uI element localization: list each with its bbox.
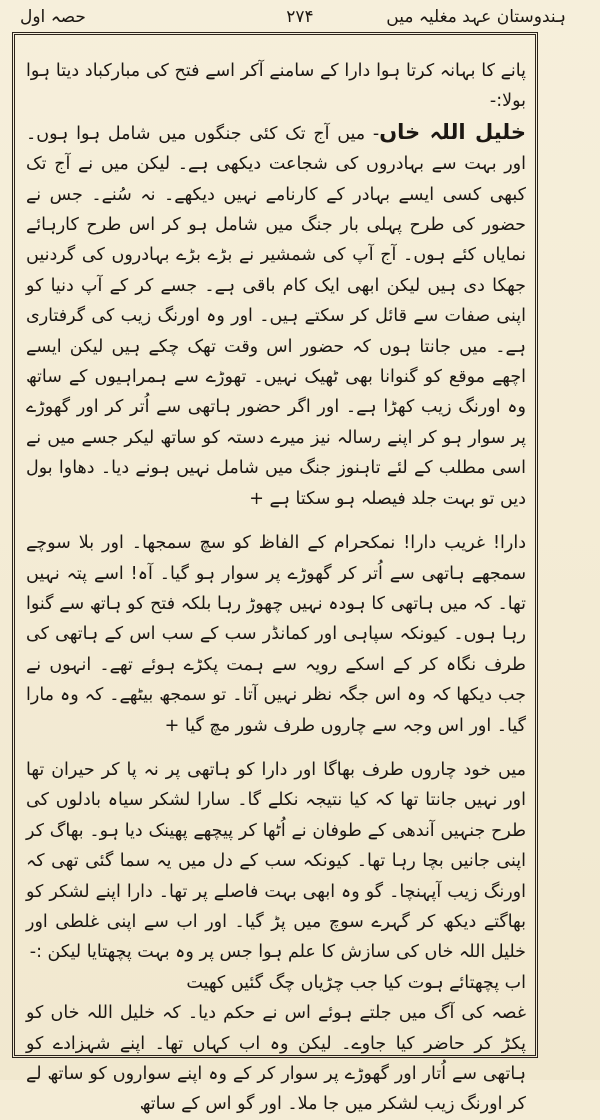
running-head bbox=[14, 4, 586, 30]
couplet: اب پچھتائے ہوت کیا جب چڑیاں چگ گئیں کھیت bbox=[186, 972, 526, 993]
part-label: حصہ اول bbox=[20, 7, 86, 27]
page-number: ۲۷۴ bbox=[286, 7, 314, 27]
paragraph-gap bbox=[26, 741, 526, 755]
book-title: ہندوستان عہد مغلیہ میں bbox=[386, 7, 566, 27]
speech-text: - میں آج تک کئی جنگوں میں شامل ہوا ہوں۔ اور بہت سے بہادروں کی شجاعت دیکھی ہے۔ لیکن میں نے آج تک کبھی کسی ایسے بہادر کے کارنامے نہیں دیکھے۔ نہ سُنے۔ جس نے حضور کی طرح پہلی بار جنگ میں شامل ہو کر اس طرح کارہائے نمایاں کئے ہوں۔ آج آپ کی شمشیر نے بڑے بڑے بہادروں کی گردنیں جھکا دی ہیں لیکن ابھی ایک کام باقی ہے۔ جسے کر کے آپ دنیا کو اپنی صفات سے قائل کر سکتے ہیں۔ اور وہ اورنگ زیب کی گرفتاری ہے۔ میں جانتا ہوں کہ حضور اس وقت تھک چکے ہیں لیکن ایسے اچھے موقع کو گنوانا بھی ٹھیک نہیں۔ تھوڑے سے ہمراہیوں کے ساتھ وہ اورنگ زیب کھڑا ہے۔ اور اگر حضور ہاتھی سے اُتر کر اور گھوڑے پر سوار ہو کر اپنے رسالہ نیز میرے دستہ کو ساتھ لیکر جسے میں نے اسی مطلب کے لئے تاہنوز جنگ میں شامل نہیں ہونے دیا۔ دھاوا بول دیں تو بہت جلد فیصلہ ہو سکتا ہے + bbox=[26, 124, 526, 509]
paragraph-3: میں خود چاروں طرف بھاگا اور دارا کو ہاتھی پر نہ پا کر حیران تھا اور نہیں جانتا تھا کہ کیا نتیجہ نکلے گا۔ سارا لشکر سیاہ بادلوں کی طرح جنہیں آندھی کے طوفان نے اُٹھا کر پیچھے پھینک دیا ہو۔ بھاگ کر اپنی جانیں بچا رہا تھا۔ کیونکہ سب کے دل میں یہ سما گئی تھی کہ اورنگ زیب آپہنچا۔ گو وہ ابھی بہت فاصلے پر تھا۔ دارا اپنے لشکر کو بھاگتے دیکھ کر گہرے سوچ میں پڑ گیا۔ اور اب سے اپنی غلطی اور خلیل اللہ خاں کی سازش کا علم ہوا جس پر وہ بہت پچھتایا لیکن :- bbox=[26, 759, 526, 963]
paragraph-gap bbox=[26, 514, 526, 528]
body-text bbox=[26, 56, 527, 1115]
speech-paragraph bbox=[26, 117, 526, 514]
speaker-name: خلیل اللہ خاں bbox=[379, 119, 526, 144]
intro-line: پانے کا بہانہ کرتا ہوا دارا کے سامنے آکر اسے فتح کی مبارکباد دیتا ہوا بولا:- bbox=[26, 61, 526, 112]
paragraph-2: دارا! غریب دارا! نمکحرام کے الفاظ کو سچ سمجھا۔ اور بلا سوچے سمجھے ہاتھی سے اُتر کر گھوڑے پر سوار ہو گیا۔ آہ! اسے پتہ نہیں تھا۔ کہ میں ہاتھی کا ہودہ نہیں چھوڑ رہا بلکہ فتح کو ہاتھ سے گنوا رہا ہوں۔ کیونکہ سپاہی اور کمانڈر سب کے سب اس کے ہاتھی کی طرف نگاہ کر کے اسکے رویہ سے ہمت پکڑے ہوئے تھے۔ انہوں نے جب دیکھا کہ وہ اس جگہ نظر نہیں آتا۔ تو سمجھ بیٹھے۔ کہ وہ مارا گیا۔ اور اس وجہ سے چاروں طرف شور مچ گیا + bbox=[26, 528, 526, 741]
paragraph-4: غصہ کی آگ میں جلتے ہوئے اس نے حکم دیا۔ کہ خلیل اللہ خاں کو پکڑ کر حاضر کیا جاوے۔ لیکن وہ اب کہاں تھا۔ اپنے شہزادے کو ہاتھی سے اُتار اور گھوڑے پر سوار کر کے وہ اپنے سواروں کو ساتھ لے کر اورنگ زیب لشکر میں جا ملا۔ اور گو اس کے ساتھ bbox=[26, 1003, 527, 1115]
